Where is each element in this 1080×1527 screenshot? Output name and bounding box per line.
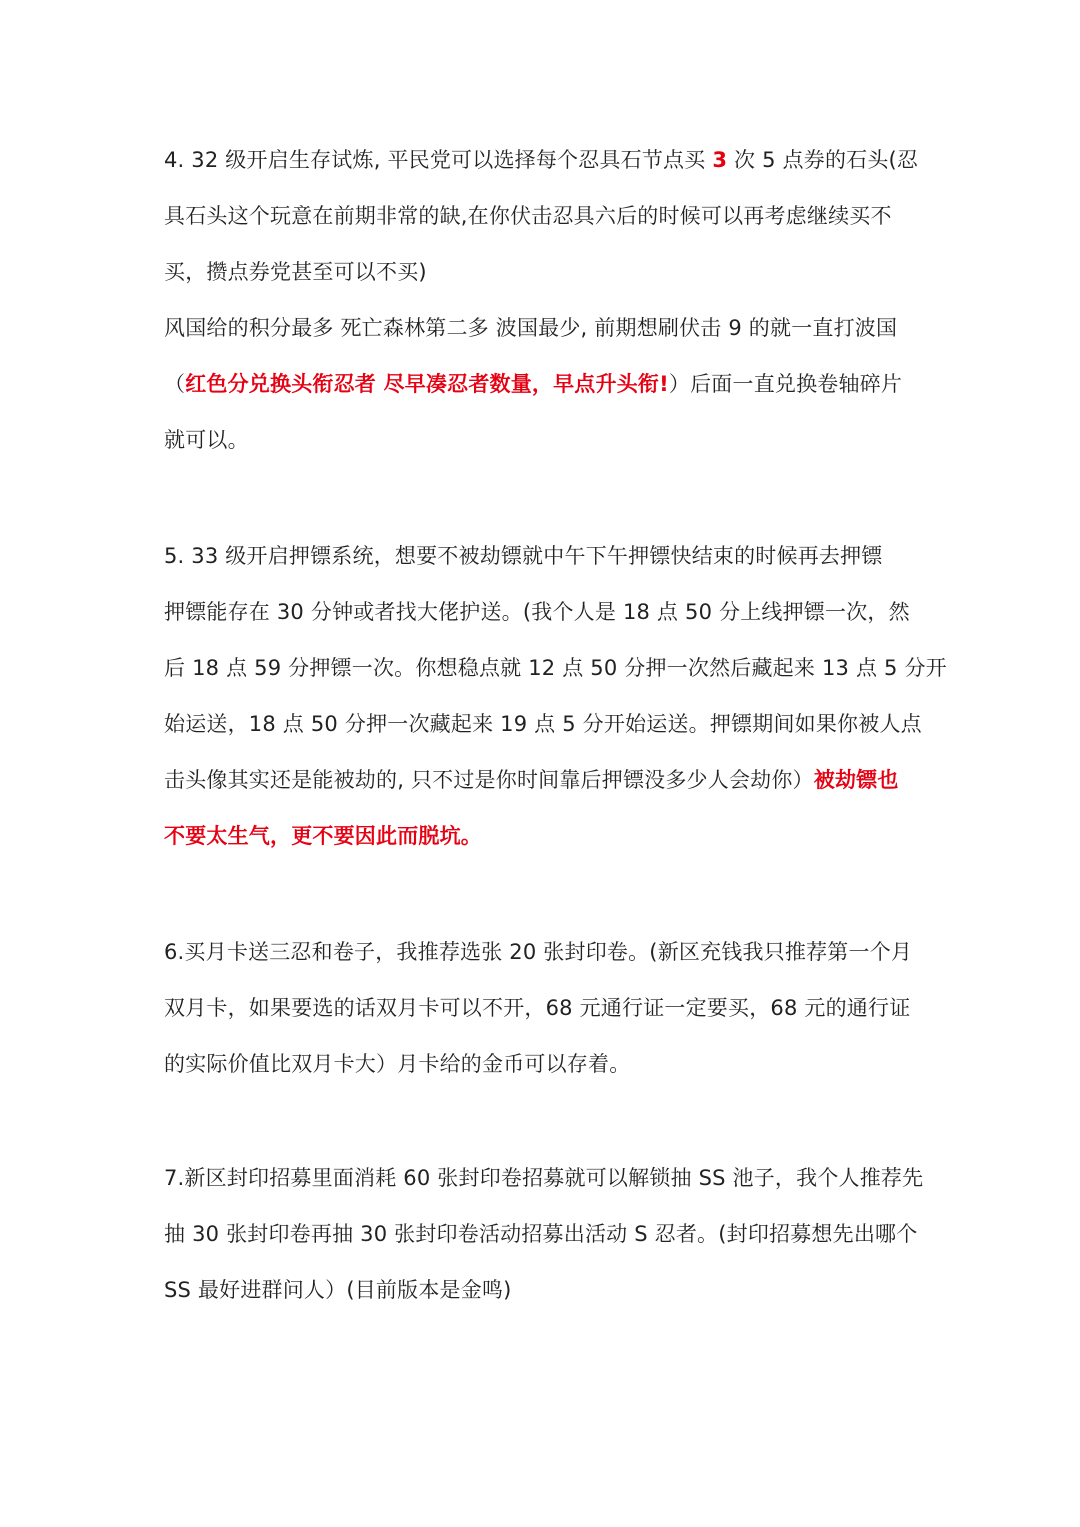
body-text: 次 5 点券的石头(忍 bbox=[727, 148, 919, 172]
body-text: 买，攒点券党甚至可以不买) bbox=[164, 260, 427, 284]
text-line bbox=[164, 937, 924, 993]
text-line bbox=[164, 709, 924, 765]
body-text: 5. 33 级开启押镖系统，想要不被劫镖就中午下午押镖快结束的时候再去押镖 bbox=[164, 544, 883, 568]
body-text: 双月卡，如果要选的话双月卡可以不开，68 元通行证一定要买，68 元的通行证 bbox=[164, 996, 911, 1020]
text-line bbox=[164, 1219, 924, 1275]
body-text: 的实际价值比双月卡大）月卡给的金币可以存着。 bbox=[164, 1052, 631, 1076]
section-item-5 bbox=[164, 541, 947, 877]
section-item-4 bbox=[164, 145, 924, 481]
text-line bbox=[164, 425, 924, 481]
body-text: 风国给的积分最多 死亡森林第二多 波国最少, 前期想刷伏击 9 的就一直打波国 bbox=[164, 316, 898, 340]
body-text: SS 最好进群问人）(目前版本是金鸣) bbox=[164, 1278, 512, 1302]
text-line bbox=[164, 765, 924, 821]
body-text: ）后面一直兑换卷轴碎片 bbox=[668, 372, 903, 396]
body-text: 7.新区封印招募里面消耗 60 张封印卷招募就可以解锁抽 SS 池子，我个人推荐先 bbox=[164, 1166, 924, 1190]
highlight-text: 红色分兑换头衔忍者 尽早凑忍者数量，早点升头衔! bbox=[185, 372, 669, 396]
text-line bbox=[164, 597, 924, 653]
text-line bbox=[164, 201, 924, 257]
text-line bbox=[164, 369, 924, 425]
body-text: 就可以。 bbox=[164, 428, 249, 452]
text-line bbox=[164, 313, 924, 369]
section-item-7 bbox=[164, 1163, 924, 1331]
body-text: 6.买月卡送三忍和卷子，我推荐选张 20 张封印卷。(新区充钱我只推荐第一个月 bbox=[164, 940, 913, 964]
body-text: 具石头这个玩意在前期非常的缺,在你伏击忍具六后的时候可以再考虑继续买不 bbox=[164, 204, 892, 228]
highlight-text: 被劫镖也 bbox=[813, 768, 899, 792]
section-item-6 bbox=[164, 937, 924, 1105]
text-line bbox=[164, 541, 924, 597]
text-line bbox=[164, 1275, 924, 1331]
body-text: 抽 30 张封印卷再抽 30 张封印卷活动招募出活动 S 忍者。(封印招募想先出哪个 bbox=[164, 1222, 918, 1246]
text-line bbox=[164, 1163, 924, 1219]
highlight-text: 3 bbox=[712, 148, 728, 172]
highlight-text: 不要太生气，更不要因此而脱坑。 bbox=[164, 824, 482, 848]
text-line bbox=[164, 821, 924, 877]
body-text: 押镖能存在 30 分钟或者找大佬护送。(我个人是 18 点 50 分上线押镖一次，然 bbox=[164, 600, 910, 624]
body-text: 击头像其实还是能被劫的, 只不过是你时间靠后押镖没多少人会劫你） bbox=[164, 768, 814, 792]
text-line bbox=[164, 1049, 924, 1105]
text-line bbox=[164, 145, 924, 201]
text-line bbox=[164, 653, 947, 709]
text-line bbox=[164, 993, 924, 1049]
body-text: （ bbox=[164, 372, 186, 396]
body-text: 4. 32 级开启生存试炼, 平民党可以选择每个忍具石节点买 bbox=[164, 148, 713, 172]
body-text: 始运送，18 点 50 分押一次藏起来 19 点 5 分开始运送。押镖期间如果你被人点 bbox=[164, 712, 922, 736]
text-line bbox=[164, 257, 924, 313]
body-text: 后 18 点 59 分押镖一次。你想稳点就 12 点 50 分押一次然后藏起来 13 点 5 分开 bbox=[164, 656, 947, 680]
